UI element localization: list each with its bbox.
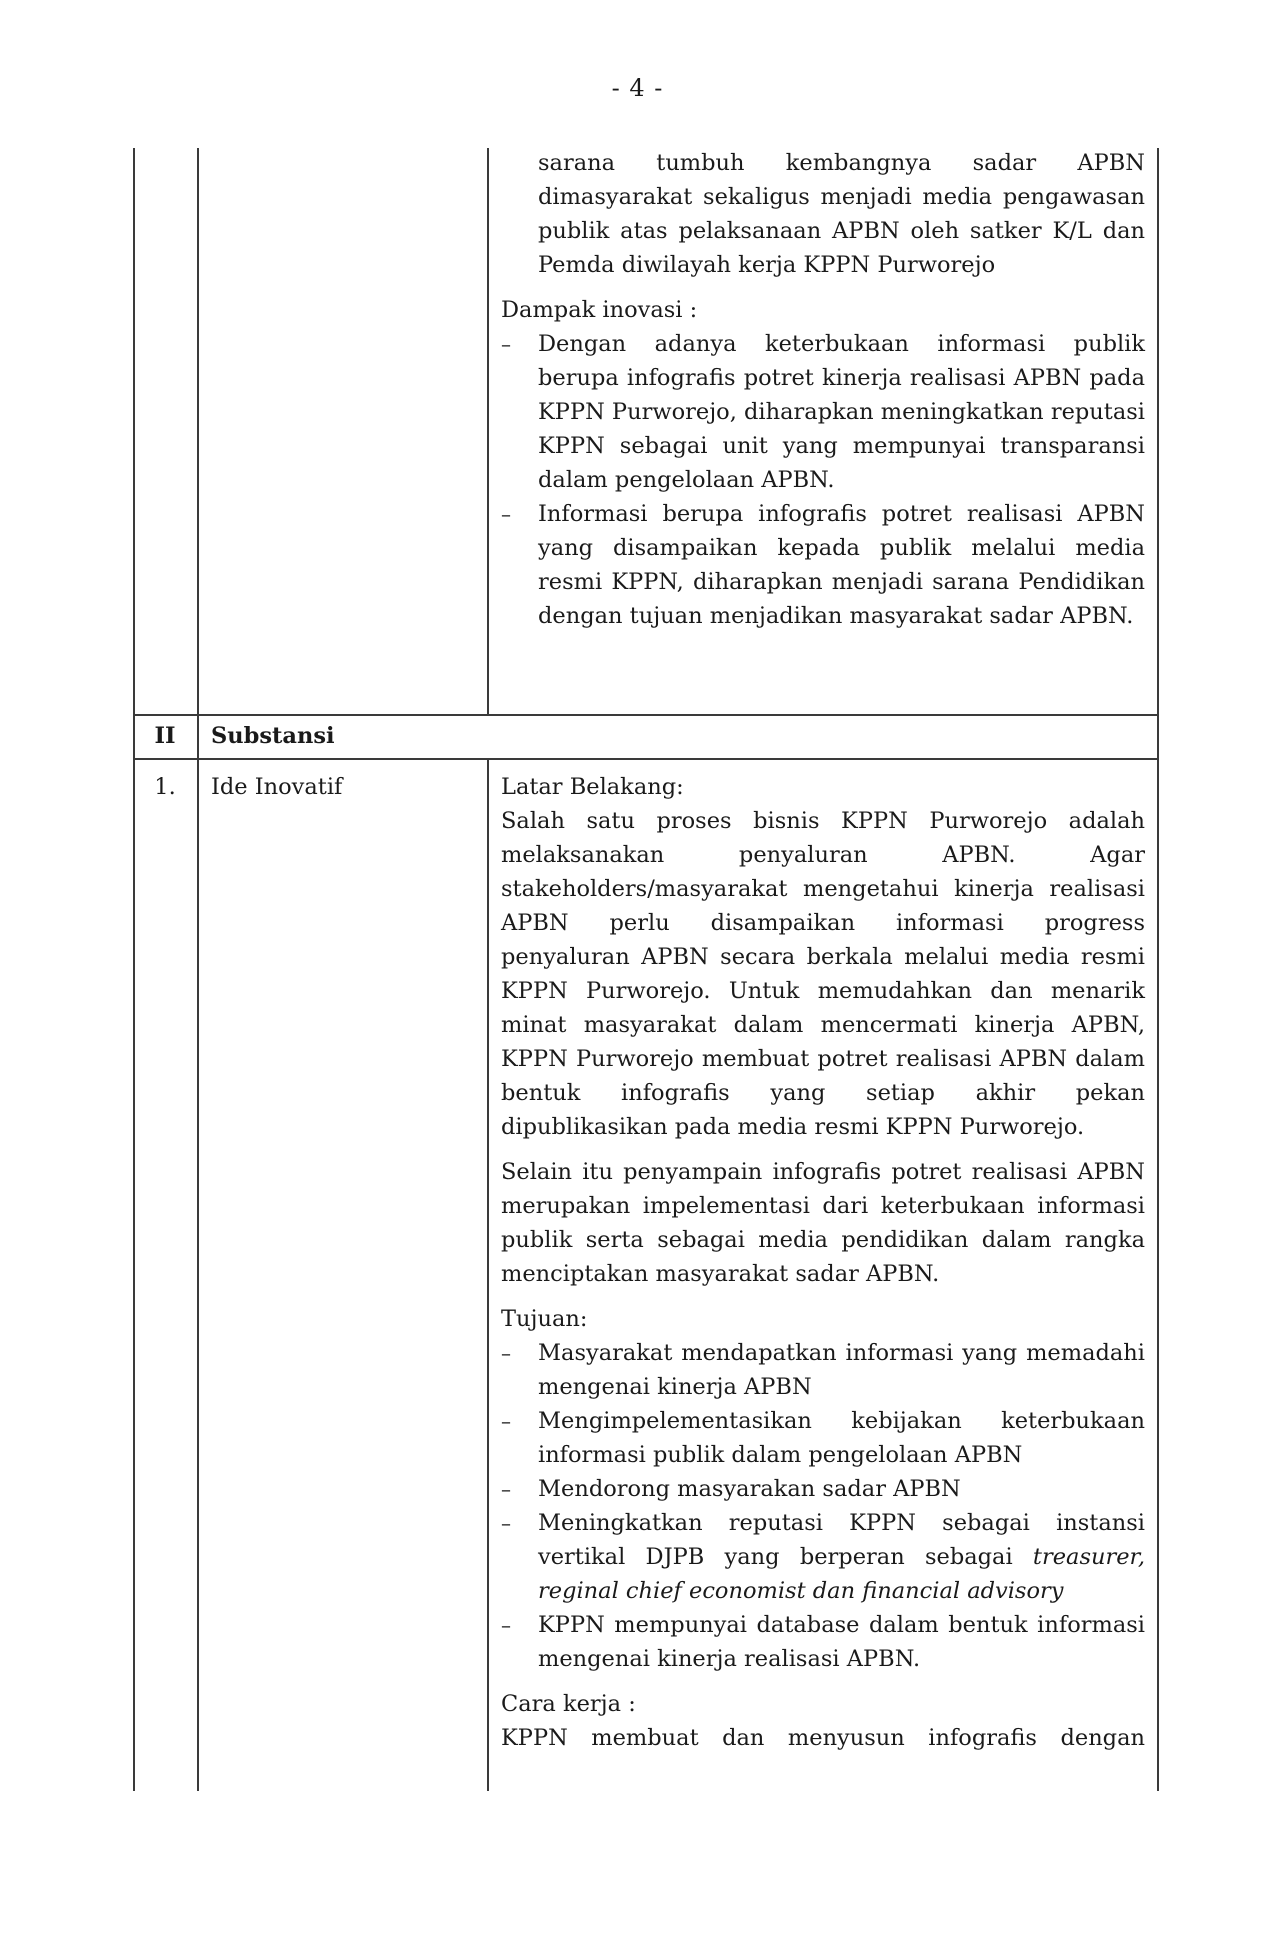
- list-item: – Mengimpelementasikan kebijakan keterbukaan informasi publik dalam pengelolaan APBN: [501, 1404, 1145, 1472]
- dash-marker: –: [501, 1341, 511, 1365]
- table-border-right: [1157, 148, 1159, 1791]
- method-heading: Cara kerja :: [501, 1691, 636, 1717]
- table-col-divider-2: [487, 148, 489, 716]
- list-item: – Informasi berupa infografis potret realisasi APBN yang disampaikan kepada publik melalui media resmi KPPN, diharapkan menjadi sarana Pendidikan dengan tujuan menjadikan masyarakat sadar APBN.: [501, 497, 1145, 633]
- dash-marker: –: [501, 502, 511, 526]
- dash-marker: –: [501, 332, 511, 356]
- goals-heading: Tujuan:: [501, 1306, 588, 1332]
- row-label: Ide Inovatif: [211, 774, 343, 800]
- list-item: – Masyarakat mendapatkan informasi yang memadahi mengenai kinerja APBN: [501, 1336, 1145, 1404]
- background-text-2: Selain itu penyampain infografis potret realisasi APBN merupakan impelementasi dari keterbukaan informasi publik serta sebagai media pendidikan dalam rangka menciptakan masyarakat sadar APBN.: [501, 1159, 1145, 1287]
- list-item: – Meningkatkan reputasi KPPN sebagai instansi vertikal DJPB yang berperan sebagai treasurer, reginal chief economist dan financial advisory: [501, 1506, 1145, 1608]
- table-row-separator: [133, 758, 1159, 760]
- background-text: Salah satu proses bisnis KPPN Purworejo adalah melaksanakan penyaluran APBN. Agar stakeholders/masyarakat mengetahui kinerja realisasi APBN perlu disampaikan informasi progress penyaluran APBN secara berkala melalui media resmi KPPN Purworejo. Untuk memudahkan dan menarik minat masyarakat dalam mencermati kinerja APBN, KPPN Purworejo membuat potret realisasi APBN dalam bentuk infografis yang setiap akhir pekan dipublikasikan pada media resmi KPPN Purworejo.: [501, 808, 1145, 1140]
- section-title: Substansi: [211, 723, 335, 749]
- continuation-text: sarana tumbuh kembangnya sadar APBN dimasyarakat sekaligus menjadi media pengawasan publik atas pelaksanaan APBN oleh satker K/L dan Pemda diwilayah kerja KPPN Purworejo: [538, 150, 1145, 278]
- background-heading: Latar Belakang:: [501, 774, 684, 800]
- list-item: – KPPN mempunyai database dalam bentuk informasi mengenai kinerja realisasi APBN.: [501, 1608, 1145, 1676]
- dash-marker: –: [501, 1409, 511, 1433]
- dash-marker: –: [501, 1613, 511, 1637]
- table-col-divider-1: [197, 148, 199, 1791]
- dash-marker: –: [501, 1511, 511, 1535]
- method-text: KPPN membuat dan menyusun infografis dengan: [501, 1725, 1145, 1751]
- list-item: – Mendorong masyarakan sadar APBN: [501, 1472, 1145, 1506]
- row-content-cell: [501, 770, 1145, 1755]
- dash-marker: –: [501, 1477, 511, 1501]
- impact-heading: Dampak inovasi :: [501, 297, 698, 323]
- italic-roles: treasurer, reginal chief economist dan financial advisory: [538, 1544, 1145, 1604]
- section-number: II: [154, 723, 176, 749]
- page-number: - 4 -: [611, 74, 664, 102]
- list-item: – Dengan adanya keterbukaan informasi publik berupa infografis potret kinerja realisasi APBN pada KPPN Purworejo, diharapkan meningkatkan reputasi KPPN sebagai unit yang mempunyai transparansi dalam pengelolaan APBN.: [501, 327, 1145, 497]
- table-border-left: [133, 148, 135, 1791]
- table-row-separator: [133, 714, 1159, 716]
- table-col-divider-2-lower: [487, 760, 489, 1791]
- top-content-cell: [501, 146, 1145, 633]
- row-number: 1.: [154, 774, 176, 800]
